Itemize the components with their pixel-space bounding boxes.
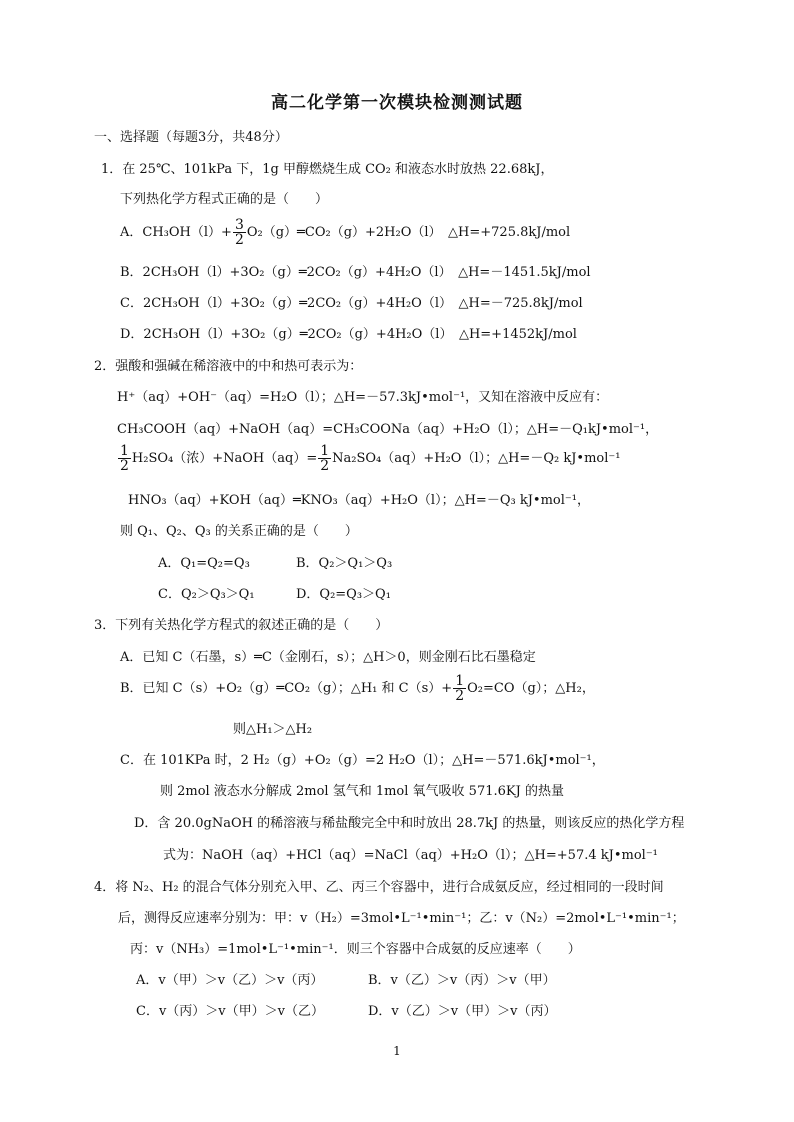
fraction: $\frac{3}{2}$ — [234, 217, 244, 248]
q3-option-d-line2: 式为：NaOH（aq）+HCl（aq）=NaCl（aq）+H₂O（l）；△H=+57.4 kJ•mol⁻¹ — [163, 848, 658, 863]
q4-option-d: D．v（乙）＞v（甲）＞v（丙） — [368, 1004, 557, 1019]
q1-stem-line2: 下列热化学方程式正确的是（ ） — [120, 192, 329, 207]
q1-option-b: B．2CH₃OH（l）+3O₂（g）═2CO₂（g）+4H₂O（l） △H=－1451.5kJ/mol — [120, 265, 591, 280]
page-number: 1 — [393, 1044, 401, 1058]
q4-stem-line3: 丙：v（NH₃）=1mol•L⁻¹•min⁻¹．则三个容器中合成氨的反应速率（ ） — [130, 942, 581, 957]
q3-stem: 3．下列有关热化学方程式的叙述正确的是（ ） — [94, 618, 389, 633]
q3-option-a: A．已知 C（石墨，s）═C（金刚石，s）；△H＞0，则金刚石比石墨稳定 — [120, 650, 536, 665]
fraction: $\frac{1}{2}$ — [320, 443, 330, 474]
q3-option-c: C．在 101KPa 时，2 H₂（g）+O₂（g）=2 H₂O（l）；△H=－571.6kJ•mol⁻¹， — [120, 753, 605, 768]
q2-option-c: C．Q₂＞Q₃＞Q₁ — [158, 587, 255, 602]
q2-option-b: B．Q₂＞Q₁＞Q₃ — [296, 556, 393, 571]
q2-line2: CH₃COOH（aq）+NaOH（aq）=CH₃COONa（aq）+H₂O（l）；△H=－Q₁kJ•mol⁻¹， — [117, 422, 659, 437]
q2-ask: 则 Q₁、Q₂、Q₃ 的关系正确的是（ ） — [120, 524, 358, 539]
fraction: $\frac{1}{2}$ — [120, 443, 129, 474]
q4-stem-line2: 后，测得反应速率分别为：甲：v（H₂）=3mol•L⁻¹•min⁻¹；乙：v（N₂）=2mol•L⁻¹•min⁻¹； — [118, 911, 685, 926]
q1-option-c: C．2CH₃OH（l）+3O₂（g）═2CO₂（g）+4H₂O（l） △H=－725.8kJ/mol — [120, 296, 583, 311]
q1-option-a: A．CH₃OH（l）+ $\frac{3}{2}$ O₂（g）═CO₂（g）+2H₂O（l） △H=+725.8kJ/mol — [120, 217, 571, 248]
page-title: 高二化学第一次模块检测测试题 — [271, 93, 523, 113]
q1-stem: 1．在 25℃、101kPa 下，1g 甲醇燃烧生成 CO₂ 和液态水时放热 22.68kJ， — [101, 162, 554, 177]
q4-option-a: A．v（甲）＞v（乙）＞v（丙） — [136, 973, 324, 988]
q2-line3: $\frac{1}{2}$ H₂SO₄（浓）+NaOH（aq）= $\frac{1}{2}$ Na₂SO₄（aq）+H₂O（l）；△H=－Q₂ kJ•mol⁻¹ — [120, 443, 621, 474]
q2-line4: HNO₃（aq）+KOH（aq）═KNO₃（aq）+H₂O（l）；△H=－Q₃ kJ•mol⁻¹， — [128, 493, 590, 508]
section-heading: 一、选择题（每题3分，共48分） — [94, 130, 288, 145]
q3-option-b-line2: 则△H₁＞△H₂ — [233, 722, 313, 737]
q2-stem: 2．强酸和强碱在稀溶液中的中和热可表示为： — [94, 359, 363, 374]
q2-line1: H⁺（aq）+OH⁻（aq）=H₂O（l）；△H=－57.3kJ•mol⁻¹，又知在溶液中反应有： — [117, 390, 609, 405]
q1-option-d: D．2CH₃OH（l）+3O₂（g）═2CO₂（g）+4H₂O（l） △H=+1452kJ/mol — [120, 327, 577, 342]
q3-option-c-line2: 则 2mol 液态水分解成 2mol 氢气和 1mol 氧气吸收 571.6KJ 的热量 — [160, 784, 564, 799]
q4-option-b: B．v（乙）＞v（丙）＞v（甲） — [368, 973, 556, 988]
q4-option-c: C．v（丙）＞v（甲）＞v（乙） — [136, 1004, 324, 1019]
q3-option-b: B．已知 C（s）+O₂（g）═CO₂（g）；△H₁ 和 C（s）+ $\frac{1}{2}$ O₂=CO（g）；△H₂， — [120, 673, 595, 704]
q2-option-a: A．Q₁=Q₂=Q₃ — [158, 556, 250, 571]
q2-option-d: D．Q₂=Q₃＞Q₁ — [296, 587, 391, 602]
q4-stem: 4．将 N₂、H₂ 的混合气体分别充入甲、乙、丙三个容器中，进行合成氨反应，经过相同的一段时间 — [94, 880, 664, 895]
q3-option-d: D．含 20.0gNaOH 的稀溶液与稀盐酸完全中和时放出 28.7kJ 的热量，则该反应的热化学方程 — [134, 816, 685, 831]
fraction: $\frac{1}{2}$ — [455, 673, 465, 704]
